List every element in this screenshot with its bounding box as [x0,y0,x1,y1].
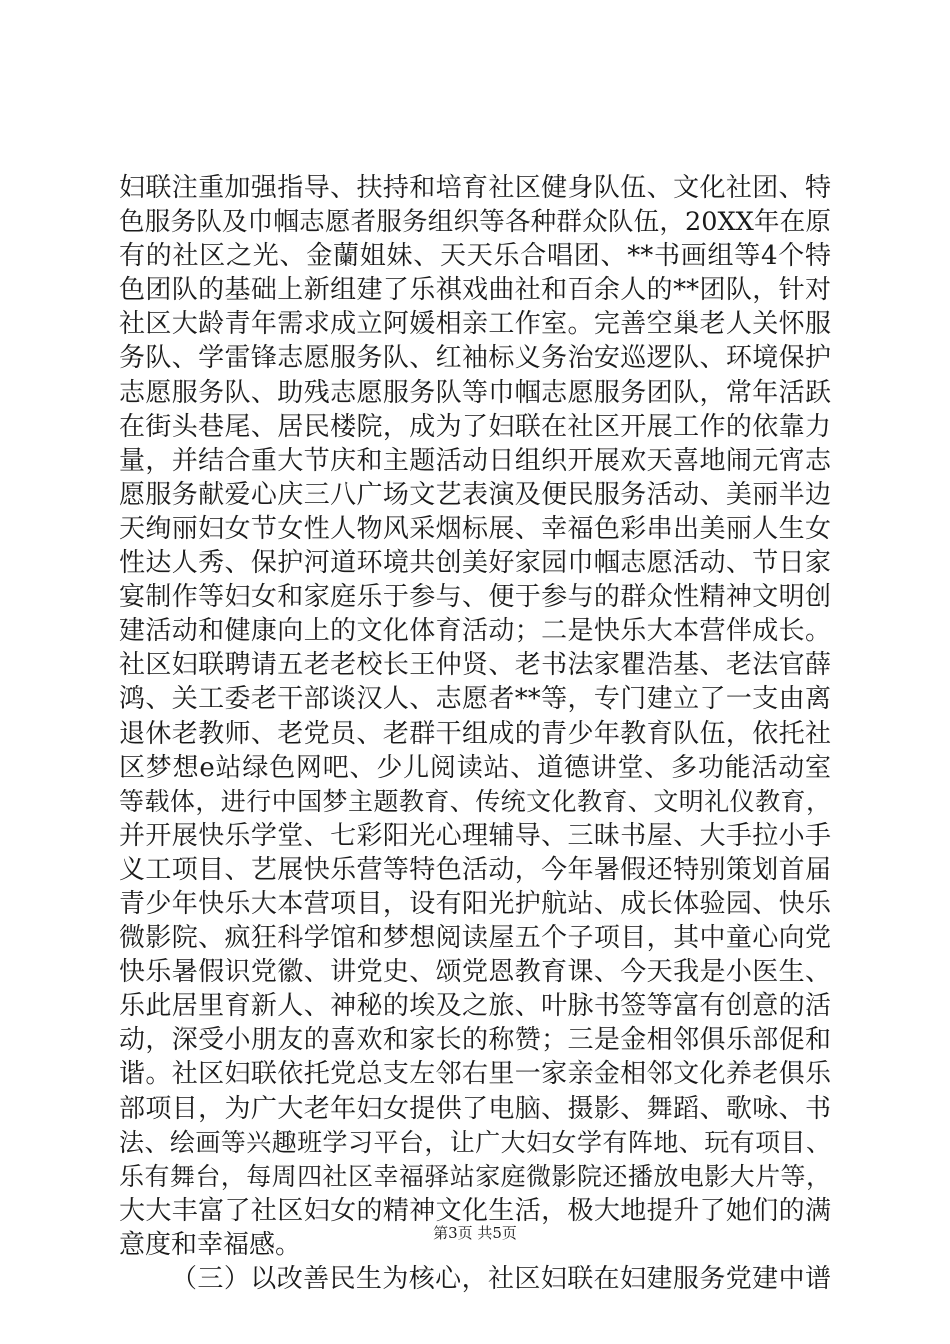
text-line: 意度和幸福感。 [119,1229,302,1260]
text-line: 天绚丽妇女节女性人物风采烟标展、幸福色彩串出美丽人生女 [119,513,831,544]
text-line: 青少年快乐大本营项目，设有阳光护航站、成长体验园、快乐 [119,888,831,919]
text-line: 乐有舞台，每周四社区幸福驿站家庭微影院还播放电影大片等， [119,1161,831,1191]
text-line: 有的社区之光、金蘭姐妹、天天乐合唱团、**书画组等4个特 [119,241,831,272]
text-line: 义工项目、艺展快乐营等特色活动，今年暑假还特别策划首届 [119,854,831,885]
text-line: 快乐暑假识党徽、讲党史、颂党恩教育课、今天我是小医生、 [119,957,831,988]
text-line: 等载体，进行中国梦主题教育、传统文化教育、文明礼仪教育， [119,786,831,816]
text-line: 量，并结合重大节庆和主题活动日组织开展欢天喜地闹元宵志 [119,445,831,476]
text-line: 色团队的基础上新组建了乐祺戏曲社和百余人的**团队，针对 [119,275,831,306]
text-line: 微影院、疯狂科学馆和梦想阅读屋五个子项目，其中童心向党 [119,923,831,954]
text-line: 务队、学雷锋志愿服务队、红袖标义务治安巡逻队、环境保护 [119,343,831,374]
text-line: 性达人秀、保护河道环境共创美好家园巾帼志愿活动、节日家 [119,548,831,579]
text-line: 社区妇联聘请五老老校长王仲贤、老书法家瞿浩基、老法官薛 [119,650,831,681]
text-line: 色服务队及巾帼志愿者服务组织等各种群众队伍，20XX年在原 [119,207,831,238]
text-line: 建活动和健康向上的文化体育活动；二是快乐大本营伴成长。 [119,616,831,647]
text-line: 区梦想e站绿色网吧、少儿阅读站、道德讲堂、多功能活动室 [119,752,831,783]
text-line: 宴制作等妇女和家庭乐于参与、便于参与的群众性精神文明创 [119,582,831,613]
text-line: 乐此居里育新人、神秘的埃及之旅、叶脉书签等富有创意的活 [119,991,831,1022]
text-line: 动，深受小朋友的喜欢和家长的称赞；三是金相邻俱乐部促和 [119,1025,831,1056]
text-line: 社区大龄青年需求成立阿媛相亲工作室。完善空巢老人关怀服 [119,309,831,340]
text-line: 大大丰富了社区妇女的精神文化生活，极大地提升了她们的满 [119,1195,831,1226]
text-line: 并开展快乐学堂、七彩阳光心理辅导、三昧书屋、大手拉小手 [119,820,831,851]
text-line: 鸿、关工委老干部谈汉人、志愿者**等，专门建立了一支由离 [119,684,831,715]
section-heading-line: （三）以改善民生为核心，社区妇联在妇建服务党建中谱 [171,1264,831,1294]
text-line: 部项目，为广大老年妇女提供了电脑、摄影、舞蹈、歌咏、书 [119,1093,831,1124]
page-number-footer: 第3页 共5页 [433,1224,517,1242]
body-text [119,171,831,1296]
text-line: 志愿服务队、助残志愿服务队等巾帼志愿服务团队，常年活跃 [119,377,831,408]
text-line: 退休老教师、老党员、老群干组成的青少年教育队伍，依托社 [119,718,831,749]
text-line: 愿服务献爱心庆三八广场文艺表演及便民服务活动、美丽半边 [119,479,831,510]
text-line: 谐。社区妇联依托党总支左邻右里一家亲金相邻文化养老俱乐 [119,1059,831,1090]
text-line: 妇联注重加强指导、扶持和培育社区健身队伍、文化社团、特 [119,173,831,203]
text-line: 在街头巷尾、居民楼院，成为了妇联在社区开展工作的依靠力 [119,411,831,442]
text-line: 法、绘画等兴趣班学习平台，让广大妇女学有阵地、玩有项目、 [119,1127,831,1157]
